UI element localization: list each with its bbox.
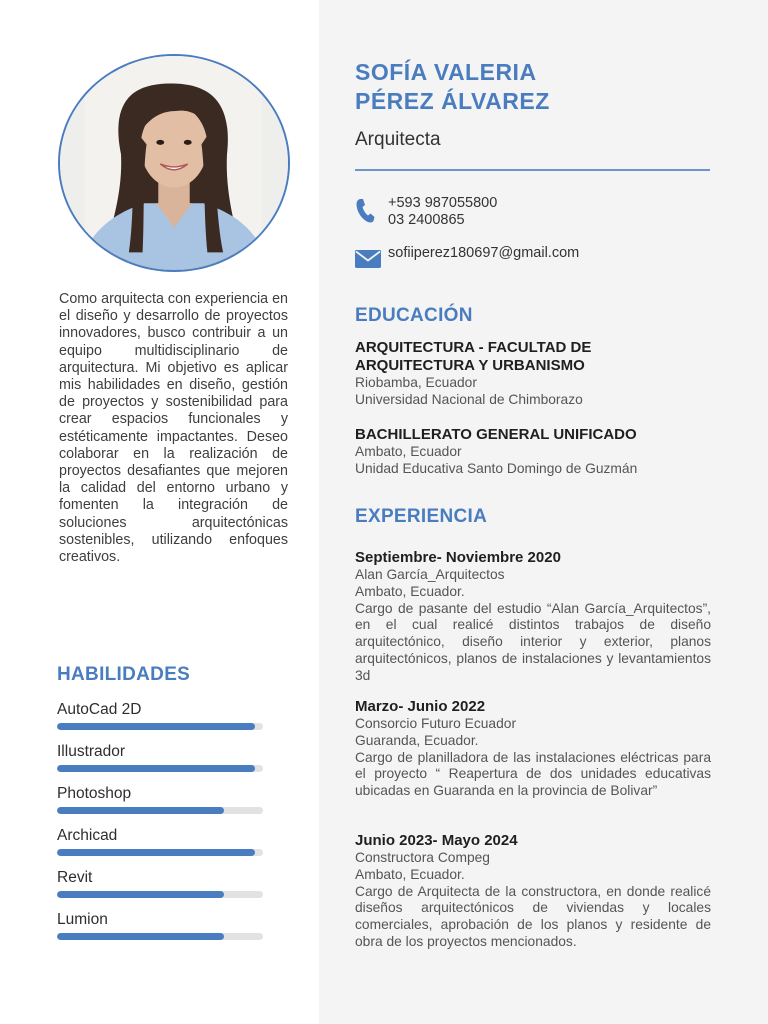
skill-bar-fill: [57, 807, 224, 814]
education-place: Riobamba, Ecuador: [355, 375, 477, 390]
experience-item: [355, 549, 711, 685]
experience-period: Junio 2023- Mayo 2024: [355, 832, 518, 849]
education-item: [355, 426, 711, 478]
skill-bar: [57, 765, 263, 772]
experience-company: Constructora Compeg: [355, 850, 490, 865]
skills-list: [57, 700, 263, 952]
skill-bar-fill: [57, 723, 255, 730]
profile-photo: [58, 54, 290, 272]
name-line-2: PÉREZ ÁLVAREZ: [355, 88, 550, 114]
skill-bar-fill: [57, 891, 224, 898]
header-divider: [355, 169, 710, 171]
left-column: [0, 0, 319, 1024]
education-title: EDUCACIÓN: [355, 305, 473, 326]
skill-item: [57, 910, 263, 952]
experience-item: [355, 832, 711, 951]
education-degree: BACHILLERATO GENERAL UNIFICADO: [355, 426, 637, 443]
skill-name: Archicad: [57, 827, 118, 844]
experience-place: Ambato, Ecuador.: [355, 866, 465, 882]
skill-item: [57, 742, 263, 784]
education-degree-line: ARQUITECTURA - FACULTAD DE: [355, 339, 592, 356]
skill-bar: [57, 849, 263, 856]
skill-item: [57, 784, 263, 826]
experience-company: Consorcio Futuro Ecuador: [355, 716, 517, 731]
skill-bar-fill: [57, 765, 255, 772]
profile-photo-illustration: [60, 56, 288, 270]
skill-bar: [57, 891, 263, 898]
skill-name: Revit: [57, 869, 93, 886]
skill-bar-fill: [57, 849, 255, 856]
skill-name: Photoshop: [57, 785, 132, 802]
skill-item: [57, 868, 263, 910]
phone-secondary[interactable]: 03 2400865: [388, 212, 465, 228]
experience-place: Guaranda, Ecuador.: [355, 732, 479, 748]
experience-period: Septiembre- Noviembre 2020: [355, 549, 561, 566]
experience-company: Alan García_Arquitectos: [355, 567, 505, 582]
skill-name: Illustrador: [57, 743, 126, 760]
name-line-1: SOFÍA VALERIA: [355, 59, 537, 85]
full-name: [355, 58, 550, 116]
skill-name: Lumion: [57, 911, 108, 928]
experience-place: Ambato, Ecuador.: [355, 583, 465, 599]
education-degree: [355, 339, 711, 375]
skill-bar-fill: [57, 933, 224, 940]
education-institution: Universidad Nacional de Chimborazo: [355, 391, 583, 407]
skill-bar: [57, 933, 263, 940]
email-icon: [355, 250, 381, 268]
skill-item: [57, 826, 263, 868]
experience-item: [355, 698, 711, 800]
phone-numbers: [388, 195, 497, 229]
skill-name: AutoCad 2D: [57, 701, 142, 718]
skills-title: HABILIDADES: [57, 664, 191, 685]
skill-item: [57, 700, 263, 742]
email-address[interactable]: sofiiperez180697@gmail.com: [388, 245, 580, 261]
skill-bar: [57, 723, 263, 730]
about-text: Como arquitecta con experiencia en el diseño y desarrollo de proyectos innovadores, busco contribuir a un equipo multidisciplinario de arquitectura. Mi objetivo es aplicar mis habilidades en diseño, gestión de proyectos y sostenibilidad para crear espacios funcionales y estéticamente impactantes. Deseo colaborar en la realización de proyectos desafiantes que mejoren la calidad del entorno urbano y fomenten la integración de soluciones arquitectónicas sostenibles, utilizando enfoques creativos.: [59, 291, 288, 566]
experience-title: EXPERIENCIA: [355, 506, 488, 527]
education-degree-line: ARQUITECTURA Y URBANISMO: [355, 357, 585, 374]
job-title: Arquitecta: [355, 129, 441, 150]
phone-icon: [355, 198, 375, 224]
education-institution: Unidad Educativa Santo Domingo de Guzmán: [355, 460, 638, 476]
experience-description: Cargo de Arquitecta de la constructora, en donde realicé diseños arquitectónicos de viviendas y locales comerciales, aprobación de los planos y residente de obra de los proyectos mencionados.: [355, 883, 711, 949]
phone-primary[interactable]: +593 987055800: [388, 195, 498, 211]
experience-description: Cargo de planilladora de las instalaciones eléctricas para el proyecto “ Reapertura de dos unidades educativas ubicadas en Guaranda en la provincia de Bolivar”: [355, 749, 711, 799]
experience-description: Cargo de pasante del estudio “Alan García_Arquitectos”, en el cual realicé distintos trabajos de diseño arquitectónico, diseño interior y exterior, planos arquitectónicos, planos de instalaciones y levantamientos 3d: [355, 600, 711, 683]
experience-period: Marzo- Junio 2022: [355, 698, 486, 715]
skill-bar: [57, 807, 263, 814]
education-item: [355, 339, 711, 409]
education-place: Ambato, Ecuador: [355, 444, 462, 459]
